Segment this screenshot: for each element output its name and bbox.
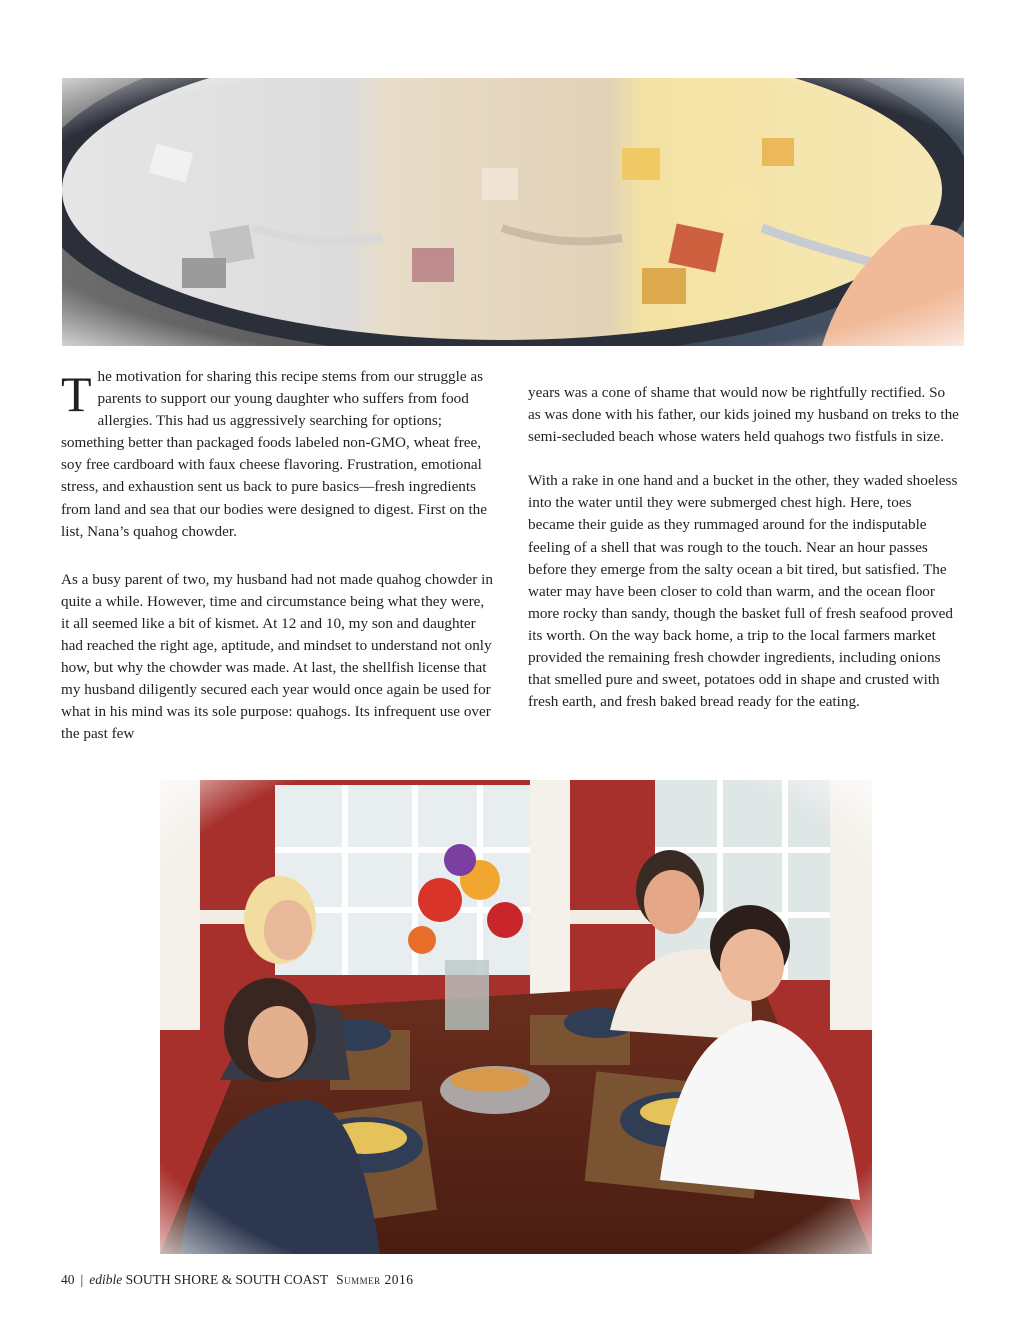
article-column-left [61,366,493,746]
page-number: 40 [61,1272,75,1287]
drop-cap: T [61,366,92,422]
article-paragraph: With a rake in one hand and a bucket in the other, they waded shoeless into the water until they were submerged chest high. Here, toes became their guide as they rummaged around for the indisputable feeling of a shell that was rough to the touch. Near an hour passes before they emerge from the salty ocean a bit tired, but satisfied. The water may have been closer to cold than warm, and the ocean floor more rocky than sandy, though the basket full of fresh seafood proved its worth. On the way back home, a trip to the local farmers market provided the remaining fresh chowder ingredients, including onions that smelled pure and sweet, potatoes odd in shape and crusted with fresh earth, and fresh baked bread ready for the eating. [528,472,958,711]
chowder-photo-illustration [62,78,964,346]
family-dinner-photo [160,780,872,1254]
magazine-name: SOUTH SHORE & SOUTH COAST [125,1272,329,1287]
article-paragraph: As a busy parent of two, my husband had not made quahog chowder in quite a while. However, time and circumstance being what they were, it all seemed like a bit of kismet. At 12 and 10, my son and daughter had reached the right age, aptitude, and mindset to understand not only how, but why the chowder was made. At last, the shellfish license that my husband diligently secured each year would once again be used for what in his mind was its sole purpose: quahogs. Its infrequent use over the past few [61,570,493,743]
magazine-brand: edible [89,1272,123,1287]
article-column-right [528,382,960,713]
family-dinner-illustration [160,780,872,1254]
footer-separator: | [80,1272,84,1287]
issue-date: Summer 2016 [336,1272,414,1287]
chowder-photo-triptych [62,78,964,346]
paragraph-text: he motivation for sharing this recipe stems from our struggle as parents to support our young daughter who suffers from food allergies. This had us aggressively searching for options; something better than packaged foods labeled non-GMO, wheat free, soy free cardboard with faux cheese flavoring. Frustration, emotional stress, and exhaustion sent us back to pure basics—fresh ingredients from land and sea that our bodies were designed to digest. First on the list, Nana’s quahog chowder. [61,368,487,540]
page-footer [61,1271,414,1289]
article-paragraph: years was a cone of shame that would now be rightfully rectified. So as was done with his father, our kids joined my husband on treks to the semi-secluded beach whose waters held quahogs two fistfuls in size. [528,384,959,446]
article-paragraph [61,366,493,543]
